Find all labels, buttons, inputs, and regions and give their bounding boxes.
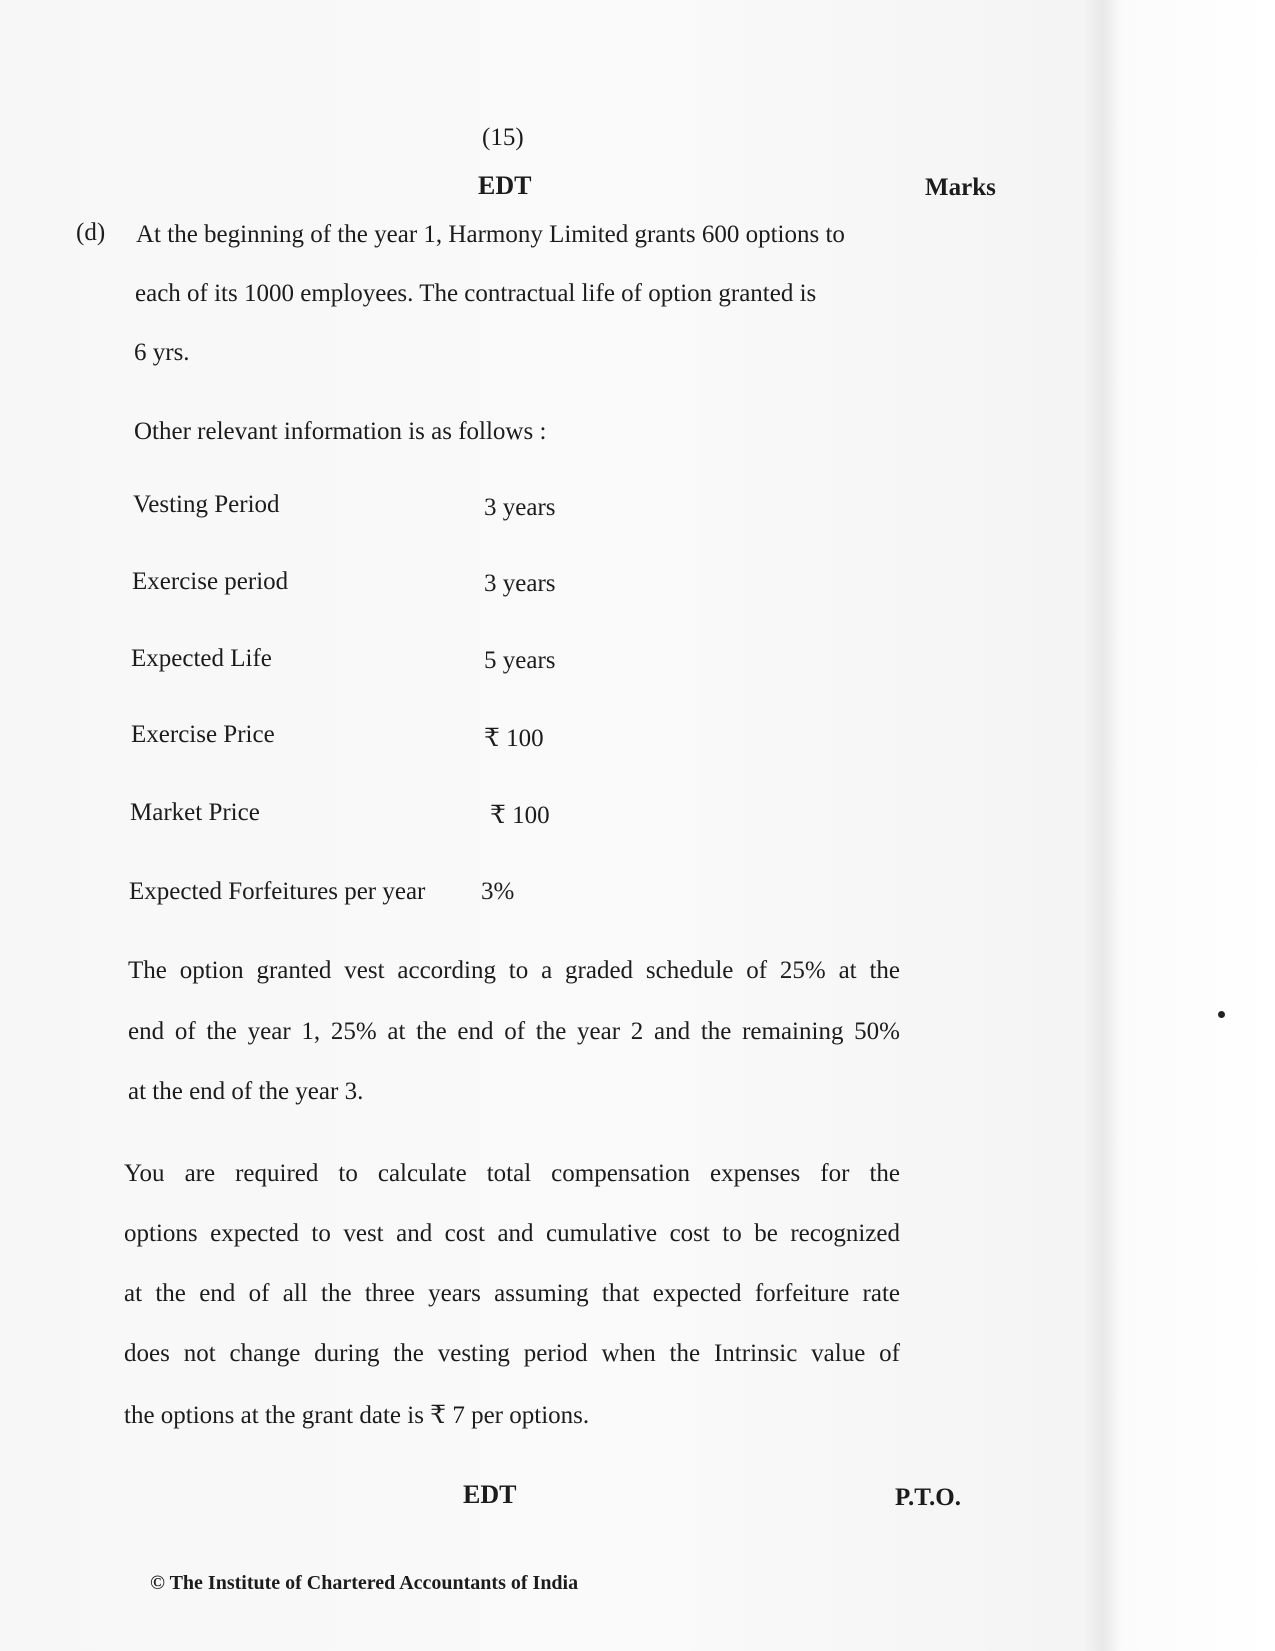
intro-line-2: each of its 1000 employees. The contractual life of option granted is — [135, 280, 817, 307]
exercise-price-value: ₹ 100 — [484, 725, 544, 752]
paragraph-line: You are required to calculate total compensation expenses for the — [124, 1160, 900, 1187]
paragraph-line: at the end of the year 3. — [128, 1078, 364, 1105]
market-price-value: ₹ 100 — [490, 802, 550, 829]
exercise-price-label: Exercise Price — [131, 721, 275, 748]
paragraph-line: at the end of all the three years assuming that expected forfeiture rate — [124, 1280, 900, 1307]
paper-code-footer: EDT — [463, 1480, 517, 1509]
marks-column-heading: Marks — [925, 174, 996, 201]
expected-forfeitures-label: Expected Forfeitures per year — [129, 878, 426, 905]
page-number: (15) — [482, 124, 524, 151]
paragraph-line: options expected to vest and cost and cumulative cost to be recognized — [124, 1220, 900, 1247]
exercise-period-value: 3 years — [484, 570, 556, 597]
other-info-heading: Other relevant information is as follows : — [134, 418, 547, 445]
vesting-period-label: Vesting Period — [133, 491, 280, 518]
intro-line-3: 6 yrs. — [134, 339, 190, 366]
expected-life-value: 5 years — [484, 647, 556, 674]
expected-forfeitures-value: 3% — [481, 878, 515, 905]
copyright-notice: © The Institute of Chartered Accountants of India — [150, 1572, 579, 1594]
please-turn-over: P.T.O. — [895, 1484, 961, 1511]
paper-code-header: EDT — [478, 171, 532, 200]
paragraph-line: The option granted vest according to a graded schedule of 25% at the — [128, 957, 900, 984]
paragraph-line: the options at the grant date is ₹ 7 per options. — [124, 1402, 590, 1429]
paragraph-line: end of the year 1, 25% at the end of the year 2 and the remaining 50% — [128, 1018, 900, 1045]
scan-speck — [1218, 1011, 1225, 1018]
market-price-label: Market Price — [130, 799, 260, 826]
vesting-period-value: 3 years — [484, 494, 556, 521]
exercise-period-label: Exercise period — [132, 568, 289, 595]
expected-life-label: Expected Life — [131, 645, 272, 672]
question-label: (d) — [76, 219, 106, 246]
paragraph-line: does not change during the vesting period when the Intrinsic value of — [124, 1340, 900, 1367]
intro-line-1: At the beginning of the year 1, Harmony Limited grants 600 options to — [136, 221, 845, 248]
